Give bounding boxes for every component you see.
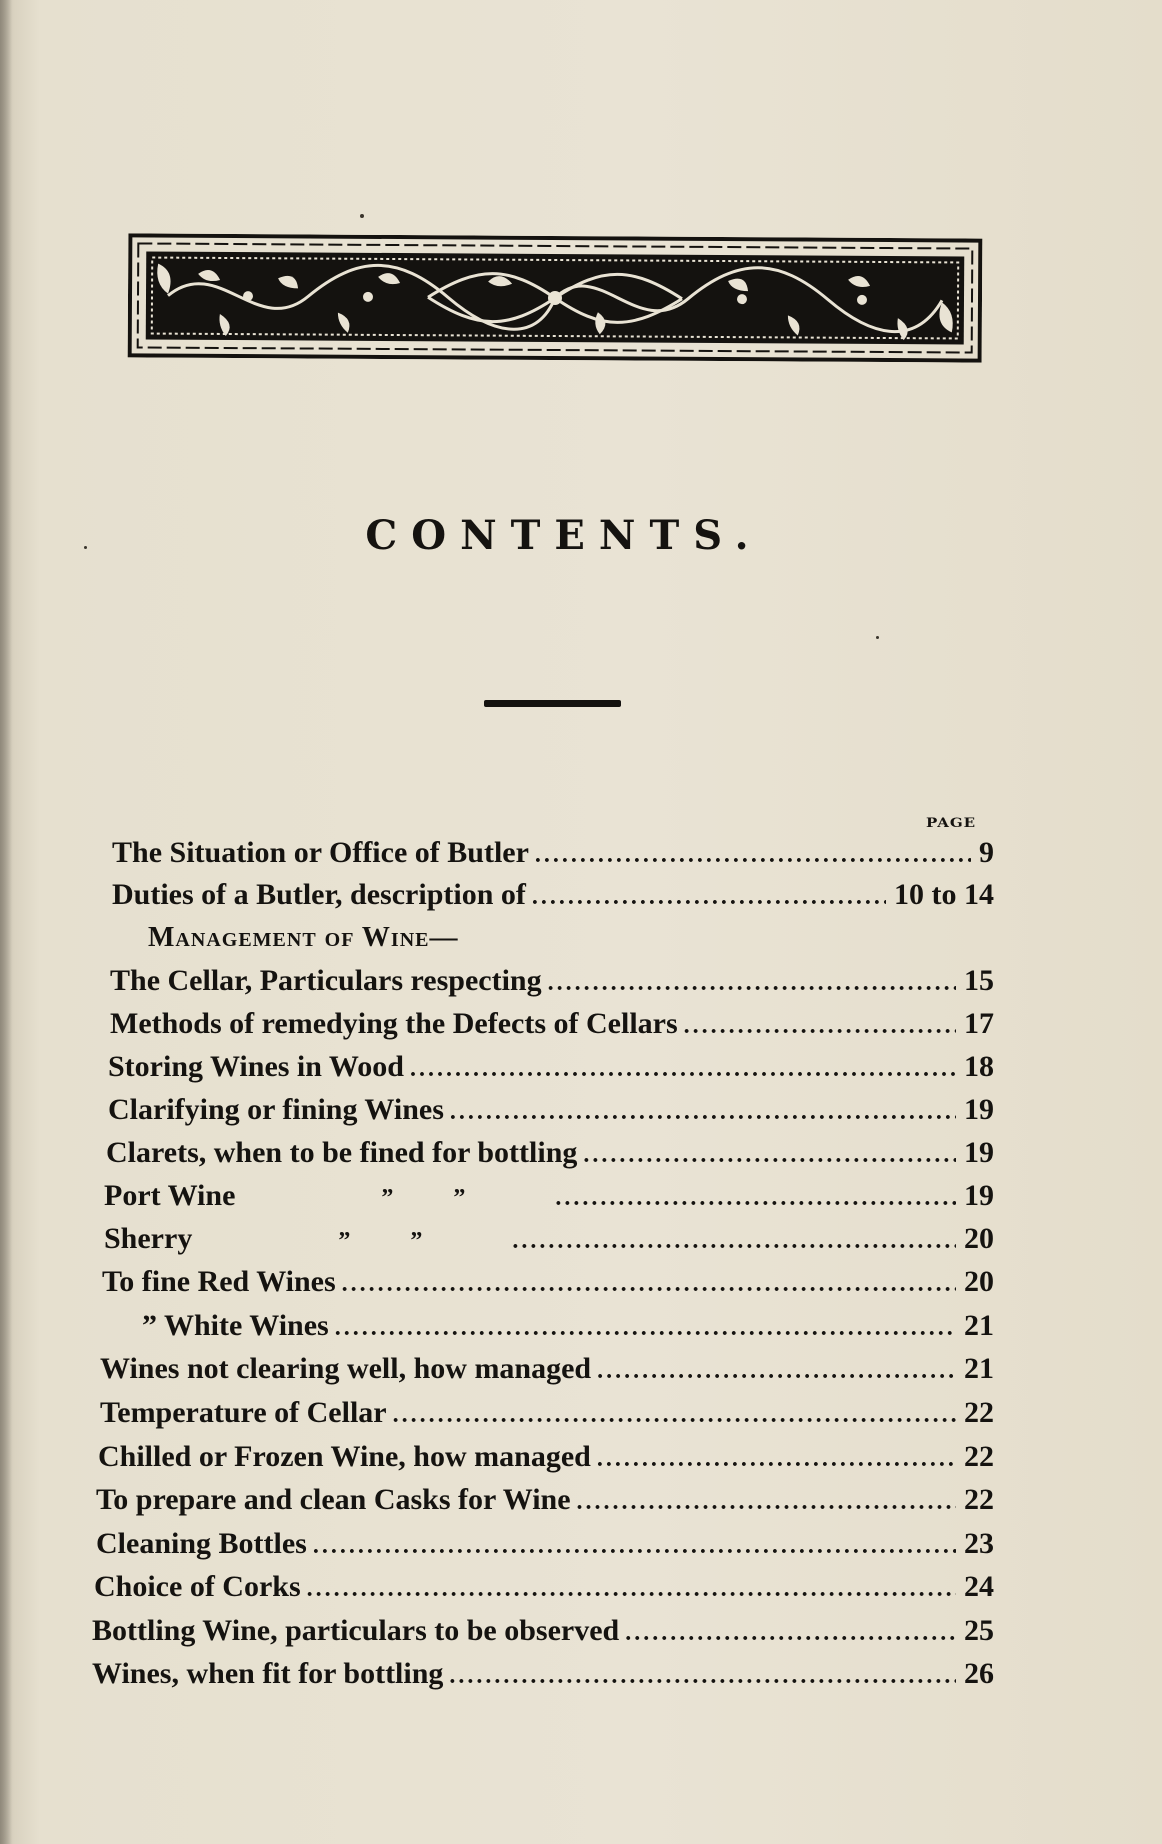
dot-leader: [342, 1271, 956, 1298]
entry-page-number: 21: [964, 1352, 994, 1385]
entry-page-number: 20: [964, 1265, 994, 1298]
dot-leader: [410, 1056, 956, 1083]
entry-title: Methods of remedying the Defects of Cellars: [110, 1007, 678, 1040]
dot-leader: [684, 1013, 956, 1040]
dot-leader: [555, 1185, 956, 1212]
entry-title: To prepare and clean Casks for Wine: [96, 1483, 571, 1516]
entry-title: To fine Red Wines: [102, 1265, 336, 1298]
entry-title: Choice of Corks: [94, 1570, 301, 1603]
entry-page-number: 21: [964, 1309, 994, 1342]
dot-leader: [548, 970, 956, 997]
entry-title: Temperature of Cellar: [100, 1396, 387, 1429]
entry-title: Bottling Wine, particulars to be observed: [92, 1614, 620, 1647]
contents-entry: [110, 1007, 994, 1047]
entry-title: Chilled or Frozen Wine, how managed: [98, 1440, 591, 1473]
entry-page-number: 10 to 14: [894, 878, 994, 911]
entry-title: Wines, when fit for bottling: [92, 1657, 444, 1690]
contents-entry: [104, 1179, 994, 1219]
contents-entry: [104, 1222, 994, 1262]
entry-page-number: 22: [964, 1396, 994, 1429]
entry-page-number: 9: [979, 836, 994, 869]
contents-entry: [142, 1309, 994, 1349]
entry-title: Wines not clearing well, how managed: [100, 1352, 592, 1385]
entry-page-number: 22: [964, 1440, 994, 1473]
entry-title: Storing Wines in Wood: [108, 1050, 404, 1083]
contents-entry: [96, 1527, 994, 1567]
ditto-marks: ” ”: [338, 1228, 423, 1254]
dot-leader: [450, 1099, 956, 1126]
entry-title: Duties of a Butler, description of: [112, 878, 526, 911]
entry-title: Sherry: [104, 1222, 193, 1255]
contents-entry: [112, 836, 994, 876]
entry-page-number: 19: [964, 1093, 994, 1126]
contents-entry: [108, 1093, 994, 1133]
contents-entry: [112, 878, 994, 918]
ink-speck: [876, 636, 879, 639]
dot-leader: [532, 884, 886, 911]
page-title: CONTENTS.: [365, 512, 763, 559]
dot-leader: [393, 1402, 956, 1429]
dot-leader: [535, 842, 971, 869]
contents-entry: [96, 1483, 994, 1523]
dot-leader: [597, 1358, 956, 1385]
entry-page-number: 19: [964, 1179, 994, 1212]
entry-page-number: 23: [964, 1527, 994, 1560]
entry-page-number: 19: [964, 1136, 994, 1169]
ink-speck: [84, 546, 87, 549]
dot-leader: [307, 1576, 956, 1603]
contents-entry: [92, 1614, 994, 1654]
dot-leader: [583, 1142, 956, 1169]
contents-entry: [100, 1352, 994, 1392]
entry-page-number: 18: [964, 1050, 994, 1083]
entry-page-number: 20: [964, 1222, 994, 1255]
entry-title: Clarets, when to be fined for bottling: [106, 1136, 578, 1169]
contents-entry: [102, 1265, 994, 1305]
entry-page-number: 24: [964, 1570, 994, 1603]
contents-entry: [100, 1396, 994, 1436]
contents-entry: [98, 1440, 994, 1480]
dot-leader: [512, 1228, 956, 1255]
dot-leader: [625, 1620, 956, 1647]
ditto-marks: ” ”: [381, 1185, 466, 1211]
ink-speck: [360, 214, 364, 218]
entry-page-number: 15: [964, 964, 994, 997]
section-heading: Management of Wine—: [148, 922, 459, 953]
dot-leader: [577, 1489, 956, 1516]
contents-entry: [94, 1570, 994, 1610]
contents-entry: [108, 1050, 994, 1090]
entry-title: Cleaning Bottles: [96, 1527, 307, 1560]
dot-leader: [335, 1315, 956, 1342]
dot-leader: [449, 1663, 956, 1690]
entry-title: The Situation or Office of Butler: [112, 836, 529, 869]
entry-page-number: 17: [964, 1007, 994, 1040]
entry-page-number: 25: [964, 1614, 994, 1647]
dot-leader: [597, 1446, 956, 1473]
contents-entry: [106, 1136, 994, 1176]
page-column-label: PAGE: [926, 815, 977, 831]
entry-title: The Cellar, Particulars respecting: [110, 964, 542, 997]
entry-title: Clarifying or fining Wines: [108, 1093, 444, 1126]
entry-title: Port Wine: [104, 1179, 236, 1212]
dot-leader: [313, 1533, 956, 1560]
contents-entry: [92, 1657, 994, 1697]
entry-title: ” White Wines: [142, 1309, 329, 1342]
entry-page-number: 26: [964, 1657, 994, 1690]
contents-entry: [110, 964, 994, 1004]
entry-page-number: 22: [964, 1483, 994, 1516]
